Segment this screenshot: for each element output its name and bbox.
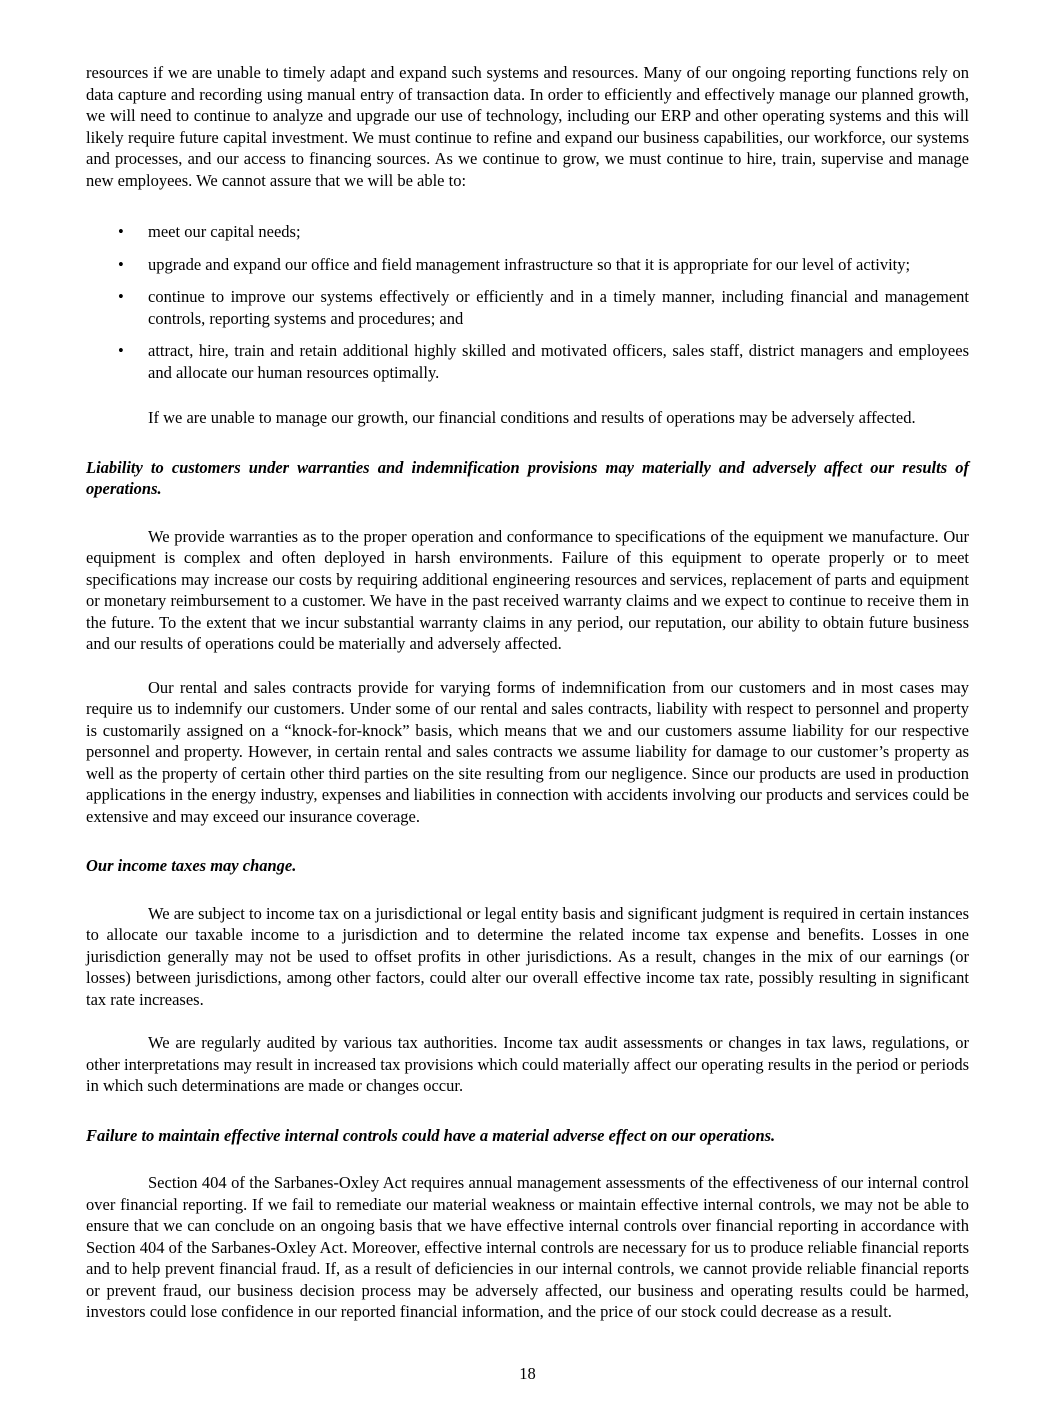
bullet-icon: • <box>118 287 124 306</box>
list-item-text: meet our capital needs; <box>148 222 301 241</box>
section-heading: Failure to maintain effective internal controls could have a material adverse effect on our operations. <box>86 1125 776 1145</box>
page-number: 18 <box>519 1364 536 1383</box>
bullet-list <box>86 221 969 383</box>
paragraph: Our rental and sales contracts provide for varying forms of indemnification from our customers and in most cases may require us to indemnify our customers. Under some of our rental and sales contracts, liability with respect to personnel and property is customarily assigned on a “knock-for-knock” basis, which means that we and our customers assume liability for our respective personnel and property. However, in certain rental and sales contracts we assume liability for damage to our customer’s property as well as the property of certain other third parties on the site resulting from our negligence. Since our products are used in production applications in the energy industry, expenses and liabilities in connection with accidents involving our products and services could be extensive and may exceed our insurance coverage. <box>86 677 969 826</box>
list-item <box>118 286 969 329</box>
paragraph: resources if we are unable to timely adapt and expand such systems and resources. Many of our ongoing reporting functions rely on data capture and recording using manual entry of transaction data. In order to efficiently and effectively manage our planned growth, we will need to continue to analyze and upgrade our use of technology, including our ERP and other operating systems and this will likely require future capital investment. We must continue to refine and expand our business capabilities, our workforce, our systems and processes, and our access to financing sources. As we continue to grow, we must continue to hire, train, supervise and manage new employees. We cannot assure that we will be able to: <box>86 63 969 190</box>
paragraph: We provide warranties as to the proper operation and conformance to specifications of the equipment we manufacture. Our equipment is complex and often deployed in harsh environments. Failure of this equipment to operate properly or to meet specifications may increase our costs by requiring additional engineering resources and services, replacement of parts and equipment or monetary reimbursement to a customer. We have in the past received warranty claims and we expect to continue to receive them in the future. To the extent that we incur substantial warranty claims in any period, our reputation, our ability to obtain future business and our results of operations could be materially and adversely affected. <box>86 526 969 653</box>
list-item-text: attract, hire, train and retain additional highly skilled and motivated officers, sales staff, district managers and employees and allocate our human resources optimally. <box>148 341 969 382</box>
list-item <box>118 340 969 383</box>
paragraph: We are regularly audited by various tax authorities. Income tax audit assessments or changes in tax laws, regulations, or other interpretations may result in increased tax provisions which could materially affect our operating results in the period or periods in which such determinations are made or changes occur. <box>86 1033 969 1095</box>
section-heading: Our income taxes may change. <box>86 856 297 875</box>
paragraph: If we are unable to manage our growth, our financial conditions and results of operations may be adversely affected. <box>148 408 916 427</box>
bullet-icon: • <box>118 222 124 241</box>
list-item-text: continue to improve our systems effectively or efficiently and in a timely manner, including financial and management controls, reporting systems and procedures; and <box>148 287 969 328</box>
list-item-text: upgrade and expand our office and field management infrastructure so that it is appropriate for our level of activity; <box>148 254 911 274</box>
paragraph: Section 404 of the Sarbanes-Oxley Act requires annual management assessments of the effectiveness of our internal control over financial reporting. If we fail to remediate our material weakness or maintain effective internal controls, we may not be able to ensure that we can conclude on an ongoing basis that we have effective internal controls over financial reporting in accordance with Section 404 of the Sarbanes-Oxley Act. Moreover, effective internal controls are necessary for us to produce reliable financial reports and to help prevent financial fraud. If, as a result of deficiencies in our internal controls, we cannot provide reliable financial reports or prevent fraud, our business decision process may be adversely affected, our business and operating results could be harmed, investors could lose confidence in our reported financial information, and the price of our stock could decrease as a result. <box>86 1173 969 1321</box>
bullet-icon: • <box>118 341 124 360</box>
section-heading: Liability to customers under warranties and indemnification provisions may materially and adversely affect our results of operations. <box>86 457 969 498</box>
list-item <box>118 221 969 243</box>
list-item <box>118 254 969 276</box>
document-body <box>86 62 969 1323</box>
bullet-icon: • <box>118 254 124 274</box>
paragraph: We are subject to income tax on a jurisdictional or legal entity basis and significant judgment is required in certain instances to allocate our taxable income to a jurisdiction and to determine the related income tax expense and benefits. Losses in one jurisdiction generally may not be used to offset profits in other jurisdictions. As a result, changes in the mix of our earnings (or losses) between jurisdictions, among other factors, could alter our overall effective income tax rate, possibly resulting in significant tax rate increases. <box>86 903 969 1009</box>
